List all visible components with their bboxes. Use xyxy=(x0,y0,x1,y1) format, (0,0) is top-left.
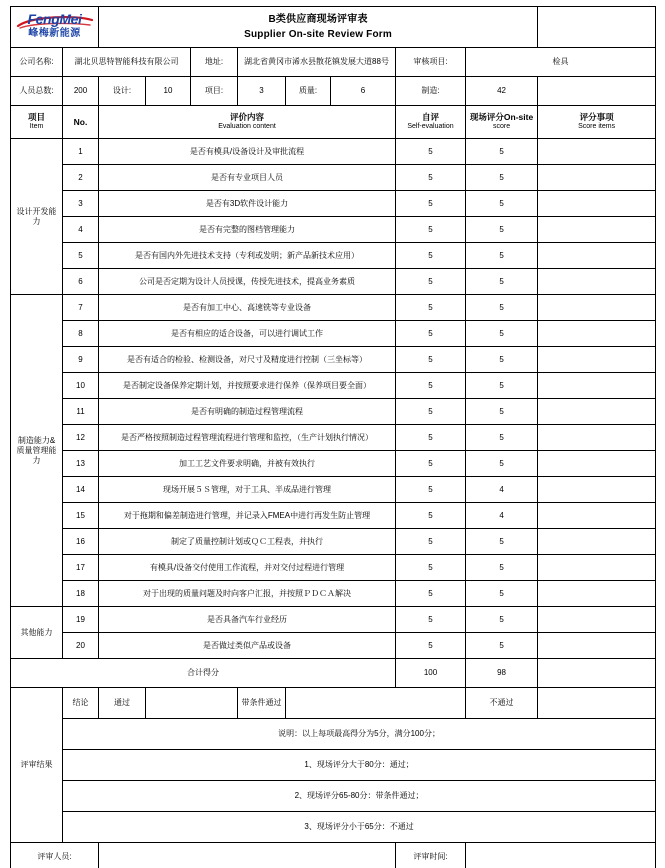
row-self-score[interactable]: 5 xyxy=(396,321,466,347)
row-content: 是否有完整的图档管理能力 xyxy=(99,217,396,243)
evaluation-rows-body xyxy=(11,139,656,659)
evaluation-row xyxy=(11,139,656,165)
row-score-item-remark[interactable] xyxy=(538,191,656,217)
row-content: 是否有相应的适合设备，可以进行调试工作 xyxy=(99,321,396,347)
evaluation-row xyxy=(11,399,656,425)
review-date-value[interactable] xyxy=(466,843,656,868)
total-score-row xyxy=(11,659,656,688)
row-self-score[interactable]: 5 xyxy=(396,139,466,165)
logo-wordmark: FengMei xyxy=(27,11,82,27)
review-note-3: 3、现场评分小于65分：不通过 xyxy=(63,812,656,843)
row-self-score[interactable]: 5 xyxy=(396,399,466,425)
headcount-info-row xyxy=(11,77,656,106)
review-form-table xyxy=(10,6,656,868)
row-number: 2 xyxy=(63,165,99,191)
col-header-score-items xyxy=(538,106,656,139)
row-onsite-score[interactable]: 5 xyxy=(466,321,538,347)
row-score-item-remark[interactable] xyxy=(538,269,656,295)
design-value[interactable]: 10 xyxy=(146,77,191,106)
evaluation-row xyxy=(11,529,656,555)
row-onsite-score[interactable]: 5 xyxy=(466,581,538,607)
reviewer-value[interactable] xyxy=(99,843,396,868)
row-self-score[interactable]: 5 xyxy=(396,451,466,477)
total-self-score[interactable]: 100 xyxy=(396,659,466,688)
evaluation-row xyxy=(11,477,656,503)
col-header-content xyxy=(99,106,396,139)
row-self-score[interactable]: 5 xyxy=(396,191,466,217)
col-header-item xyxy=(11,106,63,139)
row-content: 是否有专业项目人员 xyxy=(99,165,396,191)
row-onsite-score[interactable]: 5 xyxy=(466,425,538,451)
row-score-item-remark[interactable] xyxy=(538,425,656,451)
company-name-value[interactable]: 湖北贝思特智能科技有限公司 xyxy=(63,48,191,77)
review-note-2: 2、现场评分65-80分：带条件通过； xyxy=(63,781,656,812)
conclusion-conditional-checkbox[interactable] xyxy=(286,688,466,719)
evaluation-row xyxy=(11,607,656,633)
row-number: 7 xyxy=(63,295,99,321)
row-number: 14 xyxy=(63,477,99,503)
review-note-0: 说明：以上每项最高得分为5分，满分100分； xyxy=(63,719,656,750)
column-header-row xyxy=(11,106,656,139)
row-self-score[interactable]: 5 xyxy=(396,373,466,399)
logo-graphic xyxy=(14,8,95,46)
col-header-onsite-score xyxy=(466,106,538,139)
conclusion-option-fail[interactable]: 不通过 xyxy=(466,688,538,719)
col-header-score-items-cn: 评分事项 xyxy=(579,112,614,123)
note-row-2 xyxy=(11,781,656,812)
address-label: 地址: xyxy=(191,48,238,77)
row-score-item-remark[interactable] xyxy=(538,607,656,633)
row-number: 4 xyxy=(63,217,99,243)
company-logo xyxy=(11,7,99,48)
row-self-score[interactable]: 5 xyxy=(396,269,466,295)
row-score-item-remark[interactable] xyxy=(538,321,656,347)
evaluation-row xyxy=(11,165,656,191)
signature-row xyxy=(11,843,656,868)
logo-subtitle: 峰梅新能源 xyxy=(28,28,81,39)
col-header-onsite-cn: 现场评分On-site xyxy=(469,112,534,123)
row-self-score[interactable]: 5 xyxy=(396,347,466,373)
col-header-onsite-en: score xyxy=(492,122,511,130)
row-self-score[interactable]: 5 xyxy=(396,633,466,659)
group-label-cell: 设计开发能力 xyxy=(11,139,63,295)
review-note-1: 1、现场评分大于80分：通过； xyxy=(63,750,656,781)
reviewer-label: 评审人员: xyxy=(11,843,99,868)
row-self-score[interactable]: 5 xyxy=(396,555,466,581)
headcount-value[interactable]: 200 xyxy=(63,77,99,106)
row-content: 是否有国内外先进技术支持（专利或发明；新产品新技术应用） xyxy=(99,243,396,269)
row-score-item-remark[interactable] xyxy=(538,139,656,165)
row-score-item-remark[interactable] xyxy=(538,399,656,425)
row-onsite-score[interactable]: 5 xyxy=(466,555,538,581)
form-title-cn: B类供应商现场评审表 xyxy=(268,14,368,25)
row-number: 15 xyxy=(63,503,99,529)
title-row-blank-cell xyxy=(538,7,656,48)
total-remark[interactable] xyxy=(538,659,656,688)
headcount-label: 人员总数: xyxy=(11,77,63,106)
col-header-item-en: Item xyxy=(29,122,44,130)
row-self-score[interactable]: 5 xyxy=(396,425,466,451)
row-number: 5 xyxy=(63,243,99,269)
col-header-no xyxy=(63,106,99,139)
row-score-item-remark[interactable] xyxy=(538,295,656,321)
row-content: 公司是否定期为设计人员授课，传授先进技术，提高业务素质 xyxy=(99,269,396,295)
row-onsite-score[interactable]: 5 xyxy=(466,607,538,633)
evaluation-row xyxy=(11,269,656,295)
row-self-score[interactable]: 5 xyxy=(396,607,466,633)
note-row-3 xyxy=(11,812,656,843)
row-number: 19 xyxy=(63,607,99,633)
conclusion-fail-checkbox[interactable] xyxy=(538,688,656,719)
row-number: 12 xyxy=(63,425,99,451)
row-number: 9 xyxy=(63,347,99,373)
row-content: 对于出现的质量问题及时向客户汇报，并按照ＰＤＣＡ解决 xyxy=(99,581,396,607)
evaluation-row xyxy=(11,321,656,347)
evaluation-row xyxy=(11,555,656,581)
row-self-score[interactable]: 5 xyxy=(396,165,466,191)
row-self-score[interactable]: 5 xyxy=(396,529,466,555)
row-score-item-remark[interactable] xyxy=(538,243,656,269)
row-content: 制定了质量控制计划或ＱＣ工程表，并执行 xyxy=(99,529,396,555)
col-header-content-en: Evaluation content xyxy=(218,122,276,130)
row-number: 8 xyxy=(63,321,99,347)
row-score-item-remark[interactable] xyxy=(538,581,656,607)
row-score-item-remark[interactable] xyxy=(538,503,656,529)
row-onsite-score[interactable]: 5 xyxy=(466,529,538,555)
row-content: 对于拖期和偏差制造进行管理，并记录入FMEA中进行再发生防止管理 xyxy=(99,503,396,529)
row-content: 有模具/设备交付使用工作流程，并对交付过程进行管理 xyxy=(99,555,396,581)
col-header-self-en: Self-evaluation xyxy=(407,122,454,130)
row-onsite-score[interactable]: 5 xyxy=(466,191,538,217)
evaluation-row xyxy=(11,425,656,451)
row-self-score[interactable]: 5 xyxy=(396,243,466,269)
project-label: 项目: xyxy=(191,77,238,106)
row-onsite-score[interactable]: 5 xyxy=(466,373,538,399)
project-value[interactable]: 3 xyxy=(238,77,286,106)
row-self-score[interactable]: 5 xyxy=(396,503,466,529)
row-score-item-remark[interactable] xyxy=(538,451,656,477)
row-score-item-remark[interactable] xyxy=(538,217,656,243)
row-number: 11 xyxy=(63,399,99,425)
company-info-row xyxy=(11,48,656,77)
row-number: 13 xyxy=(63,451,99,477)
row-self-score[interactable]: 5 xyxy=(396,581,466,607)
row-number: 6 xyxy=(63,269,99,295)
evaluation-row xyxy=(11,503,656,529)
col-header-self-evaluation xyxy=(396,106,466,139)
evaluation-row xyxy=(11,295,656,321)
row-onsite-score[interactable]: 4 xyxy=(466,503,538,529)
conclusion-pass-checkbox[interactable] xyxy=(146,688,238,719)
total-score-label: 合计得分 xyxy=(11,659,396,688)
row-onsite-score[interactable]: 5 xyxy=(466,217,538,243)
row-content: 加工工艺文件要求明确，并被有效执行 xyxy=(99,451,396,477)
row-content: 是否有适合的检验、检测设备，对尺寸及精度进行控制（三坐标等） xyxy=(99,347,396,373)
conclusion-option-pass[interactable]: 通过 xyxy=(99,688,146,719)
row-content: 是否具备汽车行业经历 xyxy=(99,607,396,633)
row-content: 是否做过类似产品或设备 xyxy=(99,633,396,659)
title-row xyxy=(11,7,656,48)
form-title-cell xyxy=(99,7,538,48)
row-score-item-remark[interactable] xyxy=(538,477,656,503)
row-number: 16 xyxy=(63,529,99,555)
manufacture-label: 制造: xyxy=(396,77,466,106)
row-score-item-remark[interactable] xyxy=(538,555,656,581)
row-number: 10 xyxy=(63,373,99,399)
row-onsite-score[interactable]: 4 xyxy=(466,477,538,503)
row-onsite-score[interactable]: 5 xyxy=(466,165,538,191)
conclusion-option-conditional[interactable]: 带条件通过 xyxy=(238,688,286,719)
quality-value[interactable]: 6 xyxy=(331,77,396,106)
row-number: 20 xyxy=(63,633,99,659)
row-content: 是否严格按照制造过程管理流程进行管理和监控，（生产计划执行情况） xyxy=(99,425,396,451)
row-onsite-score[interactable]: 5 xyxy=(466,451,538,477)
row-onsite-score[interactable]: 5 xyxy=(466,347,538,373)
evaluation-row xyxy=(11,373,656,399)
row-score-item-remark[interactable] xyxy=(538,347,656,373)
headcount-row-blank-cell xyxy=(538,77,656,106)
evaluation-row xyxy=(11,217,656,243)
col-header-score-items-en: Score items xyxy=(578,122,616,130)
evaluation-row xyxy=(11,243,656,269)
row-number: 3 xyxy=(63,191,99,217)
note-row-0 xyxy=(11,719,656,750)
evaluation-row xyxy=(11,581,656,607)
note-row-1 xyxy=(11,750,656,781)
evaluation-row xyxy=(11,191,656,217)
form-title-en: Supplier On-site Review Form xyxy=(244,29,392,40)
row-onsite-score[interactable]: 5 xyxy=(466,633,538,659)
address-value[interactable]: 湖北省黄冈市浠水县散花镇发展大道88号 xyxy=(238,48,396,77)
total-onsite-score[interactable]: 98 xyxy=(466,659,538,688)
manufacture-value[interactable]: 42 xyxy=(466,77,538,106)
row-content: 是否制定设备保养定期计划，并按照要求进行保养（保养项目要全面） xyxy=(99,373,396,399)
evaluation-row xyxy=(11,347,656,373)
design-label: 设计: xyxy=(99,77,146,106)
row-self-score[interactable]: 5 xyxy=(396,477,466,503)
group-label-cell: 制造能力&质量管理能力 xyxy=(11,295,63,607)
row-number: 17 xyxy=(63,555,99,581)
group-label-cell: 其他能力 xyxy=(11,607,63,659)
conclusion-row xyxy=(11,688,656,719)
row-self-score[interactable]: 5 xyxy=(396,217,466,243)
conclusion-label: 结论 xyxy=(63,688,99,719)
row-number: 18 xyxy=(63,581,99,607)
audit-item-label: 审核项目: xyxy=(396,48,466,77)
row-content: 是否有加工中心、高速铣等专业设备 xyxy=(99,295,396,321)
row-score-item-remark[interactable] xyxy=(538,165,656,191)
row-score-item-remark[interactable] xyxy=(538,529,656,555)
row-number: 1 xyxy=(63,139,99,165)
evaluation-row xyxy=(11,633,656,659)
row-onsite-score[interactable]: 5 xyxy=(466,269,538,295)
col-header-content-cn: 评价内容 xyxy=(229,112,264,123)
company-name-label: 公司名称: xyxy=(11,48,63,77)
row-content: 是否有3D软件设计能力 xyxy=(99,191,396,217)
row-score-item-remark[interactable] xyxy=(538,373,656,399)
row-score-item-remark[interactable] xyxy=(538,633,656,659)
quality-label: 质量: xyxy=(286,77,331,106)
col-header-no-label: No. xyxy=(73,116,88,127)
row-onsite-score[interactable]: 5 xyxy=(466,295,538,321)
review-date-label: 评审时间: xyxy=(396,843,466,868)
row-content: 现场开展５Ｓ管理，对于工具、半成品进行管理 xyxy=(99,477,396,503)
col-header-item-cn: 项目 xyxy=(27,112,45,123)
row-onsite-score[interactable]: 5 xyxy=(466,139,538,165)
row-onsite-score[interactable]: 5 xyxy=(466,399,538,425)
col-header-self-cn: 自评 xyxy=(421,112,439,123)
row-onsite-score[interactable]: 5 xyxy=(466,243,538,269)
row-self-score[interactable]: 5 xyxy=(396,295,466,321)
audit-item-value[interactable]: 检具 xyxy=(466,48,656,77)
evaluation-row xyxy=(11,451,656,477)
row-content: 是否有模具/设备设计及审批流程 xyxy=(99,139,396,165)
review-result-label: 评审结果 xyxy=(11,688,63,843)
row-content: 是否有明确的制造过程管理流程 xyxy=(99,399,396,425)
